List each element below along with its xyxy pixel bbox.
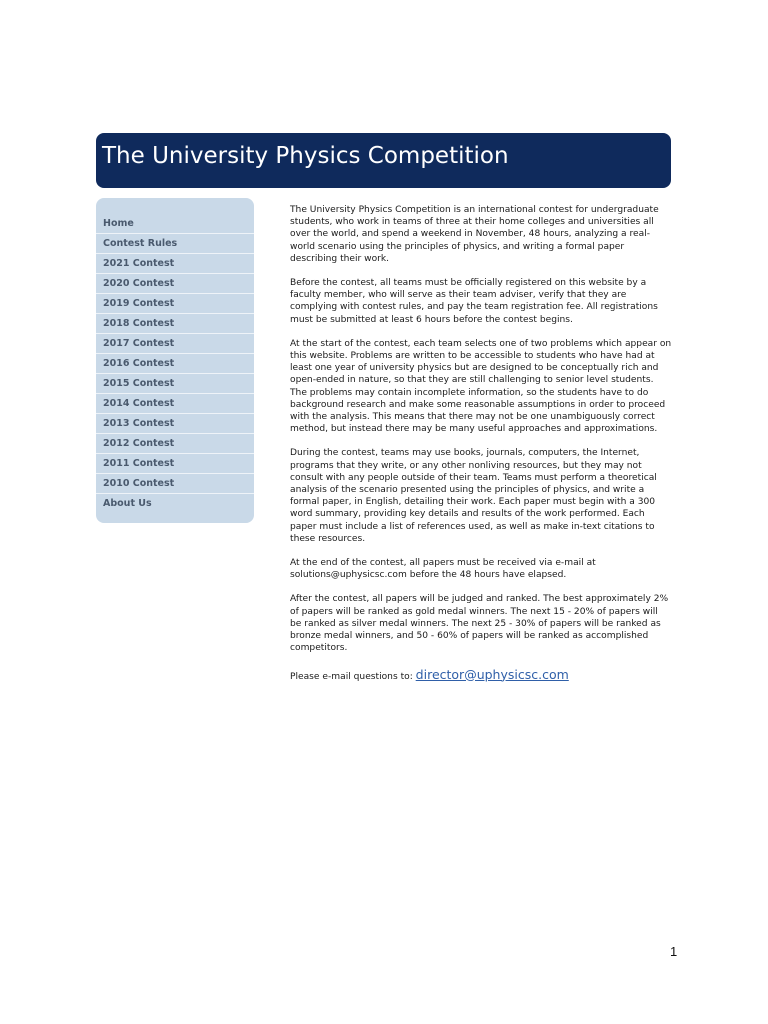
sidebar-item-2012-contest[interactable]: 2012 Contest bbox=[96, 434, 254, 454]
page-number: 1 bbox=[670, 944, 678, 959]
main-content bbox=[290, 204, 672, 697]
sidebar-item-2019-contest[interactable]: 2019 Contest bbox=[96, 294, 254, 314]
sidebar-item-2015-contest[interactable]: 2015 Contest bbox=[96, 374, 254, 394]
sidebar-item-2010-contest[interactable]: 2010 Contest bbox=[96, 474, 254, 494]
page-header bbox=[96, 133, 671, 188]
sidebar-item-2016-contest[interactable]: 2016 Contest bbox=[96, 354, 254, 374]
sidebar-item-2014-contest[interactable]: 2014 Contest bbox=[96, 394, 254, 414]
contact-line bbox=[290, 667, 672, 685]
intro-paragraph: The University Physics Competition is an international contest for undergraduate students, who work in teams of three at their home colleges and universities all over the world, and spend a weekend in November, 48 hours, analyzing a real-world scenario using the principles of physics, and writing a formal paper describing their work. bbox=[290, 205, 659, 264]
sidebar-nav bbox=[96, 198, 254, 523]
contact-email-link[interactable]: director@uphysicsc.com bbox=[415, 666, 569, 682]
page-title: The University Physics Competition bbox=[102, 143, 509, 169]
submission-paragraph: At the end of the contest, all papers must be received via e-mail at solutions@uphysicsc.com before the 48 hours have elapsed. bbox=[290, 558, 596, 581]
contact-label: Please e-mail questions to: bbox=[290, 671, 413, 682]
sidebar-item-about-us[interactable]: About Us bbox=[103, 498, 152, 509]
sidebar-item-contest-rules[interactable]: Contest Rules bbox=[96, 234, 254, 254]
judging-paragraph: After the contest, all papers will be judged and ranked. The best approximately 2% of papers will be ranked as gold medal winners. The next 15 - 20% of papers will be ranked as silver medal winners. The next 25 - 30% of papers will be ranked as bronze medal winners, and 50 - 60% of papers will be ranked as accomplished competitors. bbox=[290, 594, 669, 654]
sidebar-item-2020-contest[interactable]: 2020 Contest bbox=[96, 274, 254, 294]
problems-paragraph: At the start of the contest, each team selects one of two problems which appear on this website. Problems are written to be accessible to students who have had at least one year of university physics but are designed to be conceptually rich and open-ended in nature, so that they are still challenging to senior level students. The problems may contain incomplete information, so the students have to do background research and make some reasonable assumptions in order to proceed with the analysis. This means that there may not be one unambiguously correct method, but instead there may be many useful approaches and approximations. bbox=[290, 338, 672, 435]
during-contest-paragraph: During the contest, teams may use books, journals, computers, the Internet, programs that they write, or any other nonliving resources, but they may not consult with any people outside of their team. Teams must perform a theoretical analysis of the scenario presented using the principles of physics, and write a formal paper, in English, detailing their work. Each paper must begin with a 300 word summary, providing key details and results of the work performed. Each paper must include a list of references used, as well as make in-text citations to these resources. bbox=[290, 448, 657, 544]
sidebar-item-2011-contest[interactable]: 2011 Contest bbox=[96, 454, 254, 474]
registration-paragraph: Before the contest, all teams must be officially registered on this website by a faculty member, who will serve as their team adviser, verify that they are complying with contest rules, and pay the team registration fee. All registrations must be submitted at least 6 hours before the contest begins. bbox=[290, 278, 658, 325]
sidebar-item-2018-contest[interactable]: 2018 Contest bbox=[96, 314, 254, 334]
sidebar-item-2013-contest[interactable]: 2013 Contest bbox=[96, 414, 254, 434]
sidebar-item-2017-contest[interactable]: 2017 Contest bbox=[96, 334, 254, 354]
sidebar-item-2021-contest[interactable]: 2021 Contest bbox=[96, 254, 254, 274]
sidebar-item-home[interactable]: Home bbox=[96, 214, 254, 234]
